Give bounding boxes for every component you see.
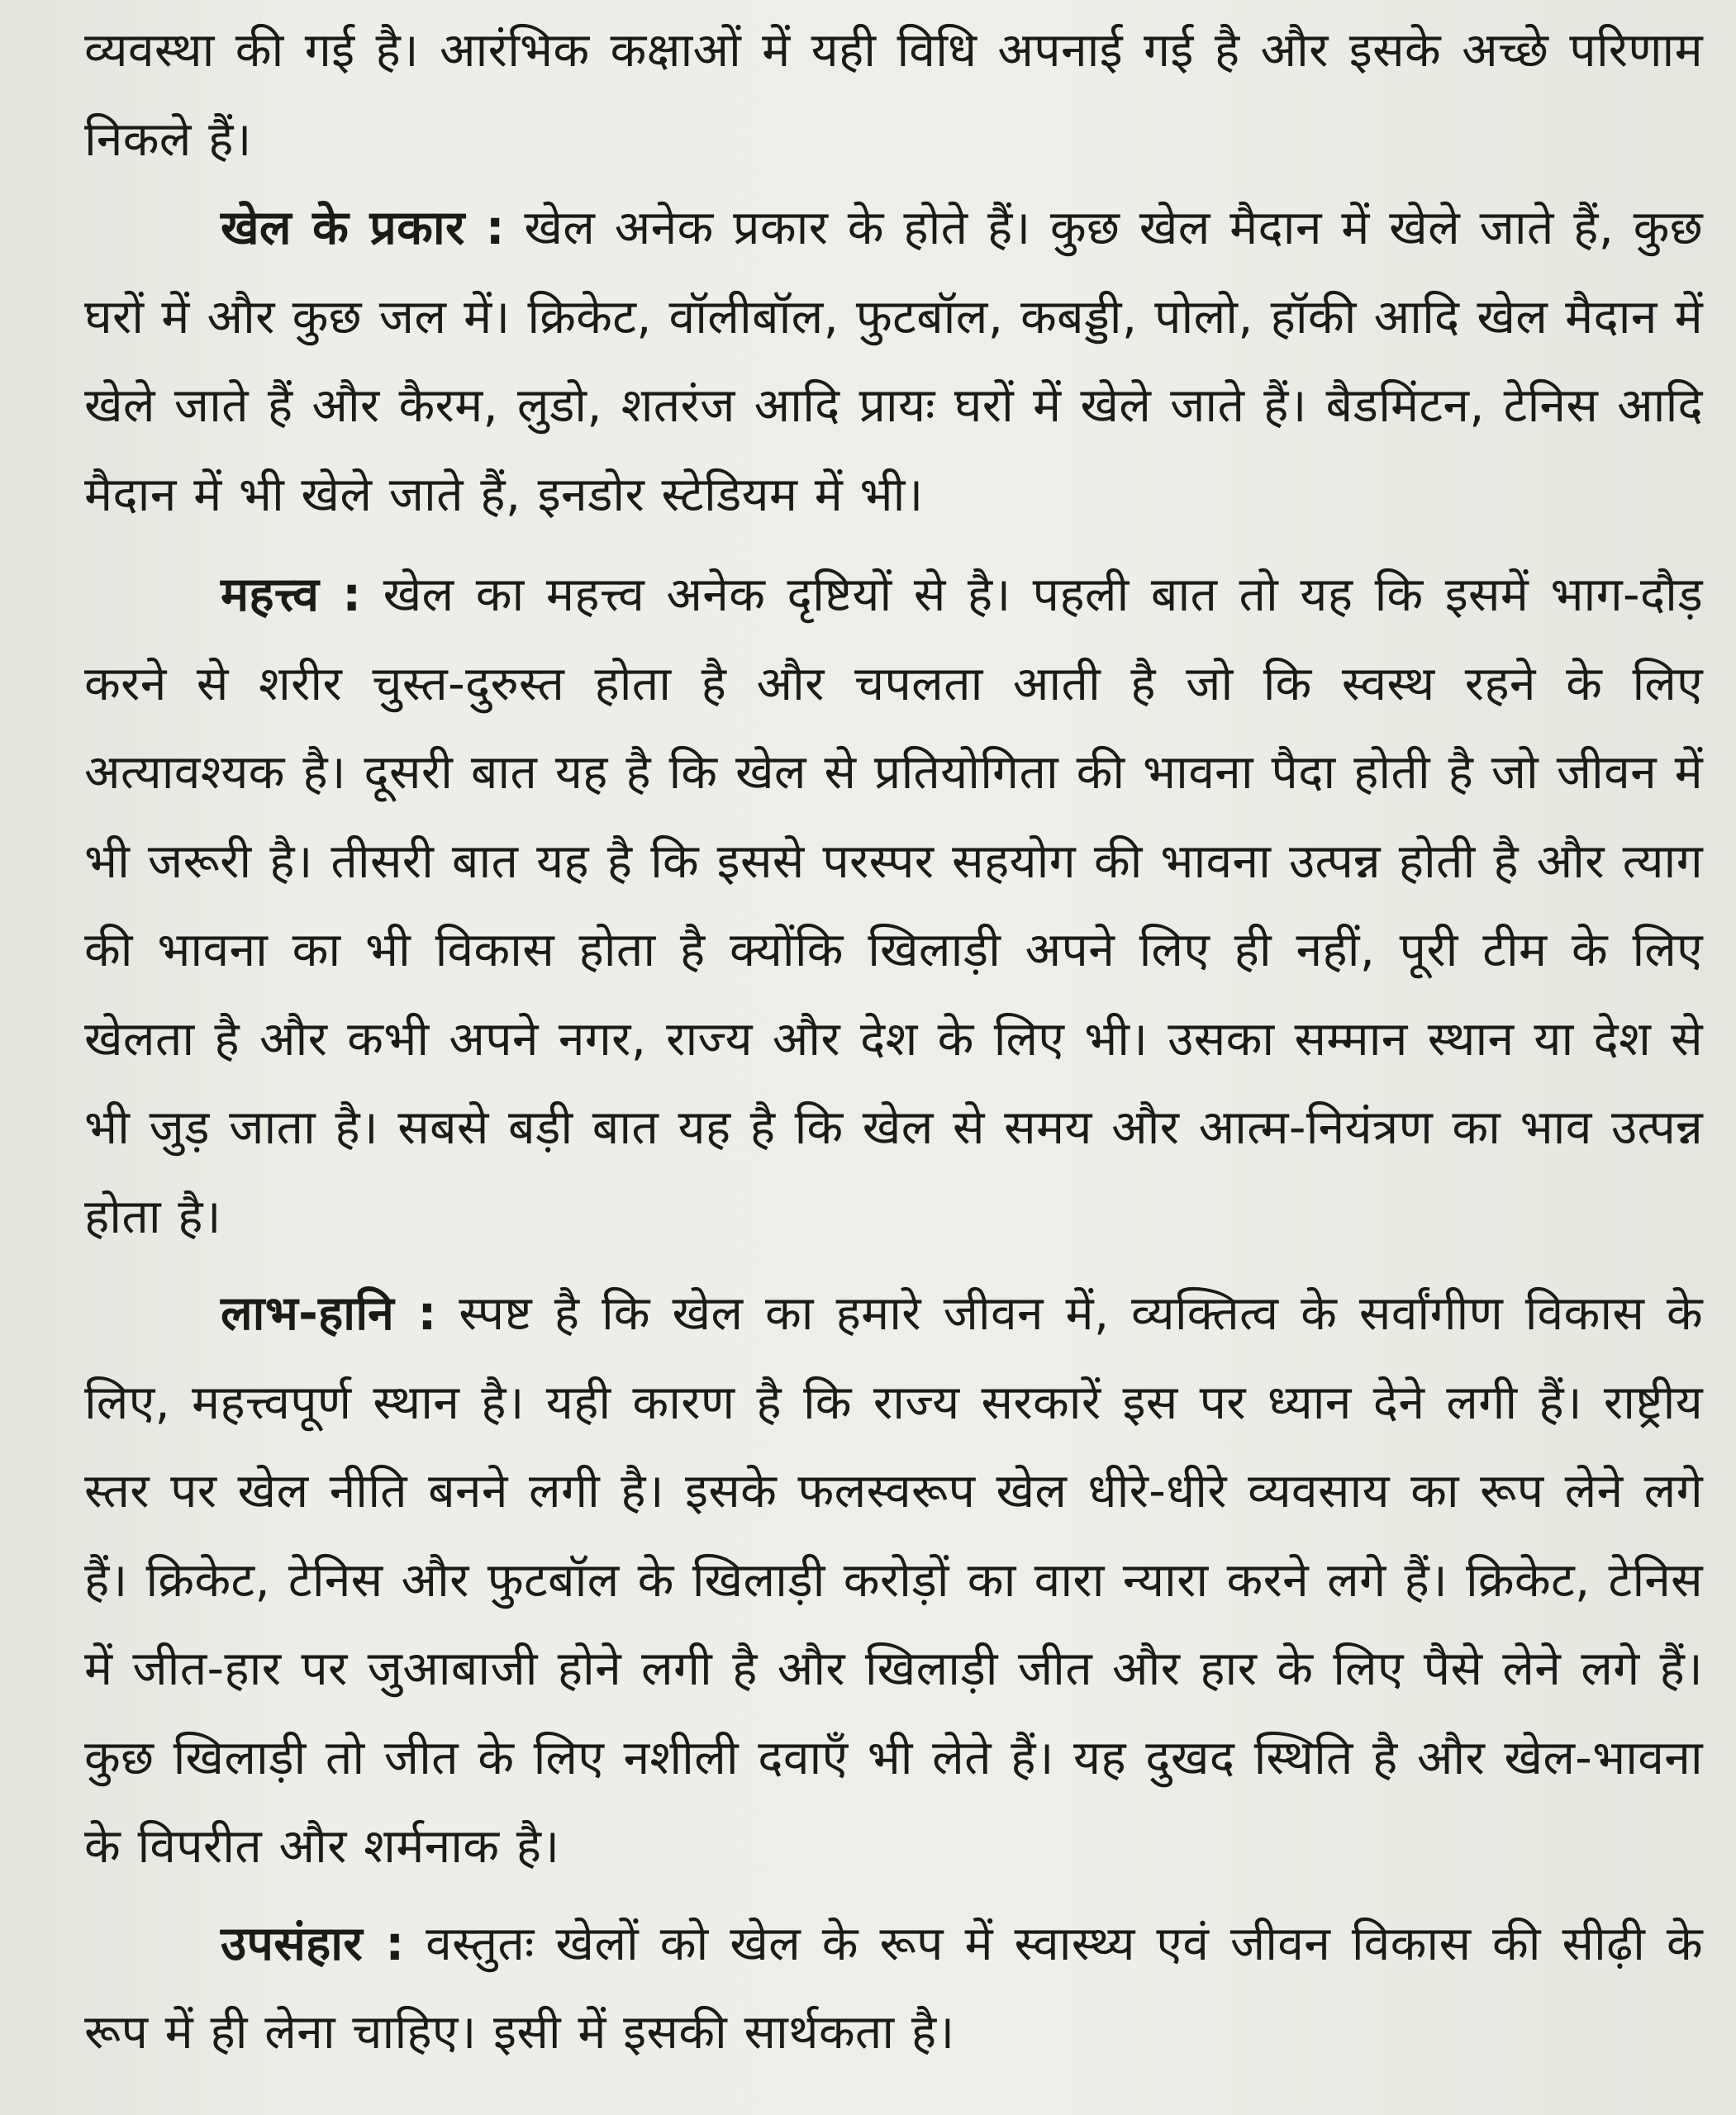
types-paragraph <box>84 184 1703 539</box>
merits-heading: लाभ-हानि : <box>221 1286 437 1341</box>
conclusion-paragraph <box>84 1900 1703 2078</box>
types-heading: खेल के प्रकार : <box>221 201 505 255</box>
intro-text: व्यवस्था की गई है। आरंभिक कक्षाओं में यही विधि अपनाई गई है और इसके अच्छे परिणाम निकले हैं। <box>84 23 1703 167</box>
intro-paragraph <box>84 7 1703 184</box>
importance-text: खेल का महत्त्व अनेक दृष्टियों से है। पहली बात तो यह कि इसमें भाग-दौड़ करने से शरीर चुस्त-दुरुस्त होता है और चपलता आती है जो कि स्वस्थ रहने के लिए अत्यावश्यक है। दूसरी बात यह है कि खेल से प्रतियोगिता की भावना पैदा होती है जो जीवन में भी जरूरी है। तीसरी बात यह है कि इससे परस्पर सहयोग की भावना उत्पन्न होती है और त्याग की भावना का भी विकास होता है क्योंकि खिलाड़ी अपने लिए ही नहीं, पूरी टीम के लिए खेलता है और कभी अपने नगर, राज्य और देश के लिए भी। उसका सम्मान स्थान या देश से भी जुड़ जाता है। सबसे बड़ी बात यह है कि खेल से समय और आत्म-नियंत्रण का भाव उत्पन्न होता है। <box>84 568 1703 1244</box>
types-text: खेल अनेक प्रकार के होते हैं। कुछ खेल मैदान में खेले जाते हैं, कुछ घरों में और कुछ जल में। क्रिकेट, वॉलीबॉल, फुटबॉल, कबड्डी, पोलो, हॉकी आदि खेल मैदान में खेले जाते हैं और कैरम, लुडो, शतरंज आदि प्रायः घरों में खेले जाते हैं। बैडमिंटन, टेनिस आदि मैदान में भी खेले जाते हैं, इनडोर स्टेडियम में भी। <box>84 201 1703 522</box>
conclusion-text: वस्तुतः खेलों को खेल के रूप में स्वास्थ्य एवं जीवन विकास की सीढ़ी के रूप में ही लेना चाहिए। इसी में इसकी सार्थकता है। <box>84 1916 1703 2060</box>
importance-paragraph <box>84 551 1703 1262</box>
importance-heading: महत्त्व : <box>221 568 362 622</box>
conclusion-heading: उपसंहार : <box>221 1916 405 1971</box>
merits-text: स्पष्ट है कि खेल का हमारे जीवन में, व्यक्तित्व के सर्वांगीण विकास के लिए, महत्त्वपूर्ण स्थान है। यही कारण है कि राज्य सरकारें इस पर ध्यान देने लगी हैं। राष्ट्रीय स्तर पर खेल नीति बनने लगी है। इसके फलस्वरूप खेल धीरे-धीरे व्यवसाय का रूप लेने लगे हैं। क्रिकेट, टेनिस और फुटबॉल के खिलाड़ी करोड़ों का वारा न्यारा करने लगे हैं। क्रिकेट, टेनिस में जीत-हार पर जुआबाजी होने लगी है और खिलाड़ी जीत और हार के लिए पैसे लेने लगे हैं। कुछ खिलाड़ी तो जीत के लिए नशीली दवाएँ भी लेते हैं। यह दुखद स्थिति है और खेल-भावना के विपरीत और शर्मनाक है। <box>84 1286 1703 1874</box>
merits-paragraph <box>84 1270 1703 1892</box>
